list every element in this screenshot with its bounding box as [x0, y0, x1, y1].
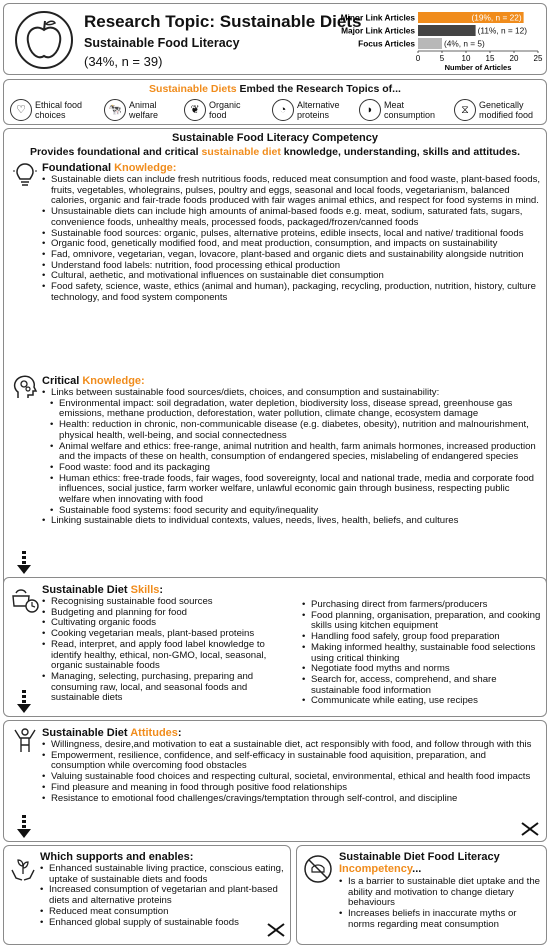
list-item: • Understand food labels: nutrition, food processing ethical production: [42, 261, 542, 272]
topic-gm: [454, 96, 546, 124]
chart-bar: [418, 38, 442, 49]
apple-icon: [14, 10, 74, 70]
bean-icon: ◔: [272, 99, 294, 121]
chart-x-tick-label: 5: [439, 54, 445, 63]
critical-list: [42, 388, 542, 527]
chart-x-tick-label: 25: [533, 54, 543, 63]
topic-label: Alternative proteins: [297, 100, 340, 120]
dna-icon: ⧖: [454, 99, 476, 121]
chart-category-label: Focus Articles: [358, 38, 415, 49]
attitudes-title-c: :: [177, 727, 182, 739]
leaf-icon: ❦: [184, 99, 206, 121]
list-item: • Recognising sustainable food sources: [42, 597, 292, 608]
list-item: • Cultivating organic foods: [42, 618, 292, 629]
lightbulb-icon: [12, 161, 38, 187]
chart-x-tick-label: 10: [461, 54, 471, 63]
topic-label: Meat consumption: [384, 100, 436, 120]
list-item: • Animal welfare and ethics: free-range, animal nutrition and health, farm animals hormones, increased production and the impacts of these on health, consumption of endangered species, mislabeling of endangered species: [50, 442, 542, 463]
incompetency-title-c: ...: [412, 863, 422, 875]
topic-label: Ethical food choices: [35, 100, 83, 120]
cross-icon: [520, 821, 540, 837]
topics-panel: [3, 79, 547, 125]
header-panel: [3, 3, 547, 75]
list-item: • Budgeting and planning for food: [42, 608, 292, 619]
list-item: • Linking sustainable diets to individual contexts, values, needs, lives, health, beliefs, and cultures: [42, 516, 542, 527]
head-gears-icon: [12, 374, 38, 400]
list-item: • Organic food, genetically modified food, and meat production, consumption, and impacts on sustainability: [42, 239, 542, 250]
competency-subtitle: [4, 146, 546, 158]
person-arms-up-icon: [12, 727, 38, 753]
skills-title-c: :: [159, 584, 164, 596]
topic-proteins: [272, 96, 354, 124]
skills-right-list: [302, 600, 542, 707]
hands-sprout-icon: [10, 856, 36, 882]
chart-x-tick-label: 20: [509, 54, 519, 63]
critical-sub-wrap: [42, 399, 542, 517]
critical-title: [42, 375, 145, 387]
incompetency-title-b: Incompetency: [339, 863, 413, 875]
list-item: • Increases beliefs in inaccurate myths or norms regarding meat consumption: [339, 909, 541, 930]
list-item: • Negotiate food myths and norms: [302, 664, 542, 675]
topic-label: Genetically modified food: [479, 100, 534, 120]
cow-icon: 🐄: [104, 99, 126, 121]
critical-sublist: [50, 399, 542, 517]
chart-data-label: (19%, n = 22): [471, 12, 522, 23]
incompetency-title: [339, 851, 539, 875]
foundational-title-b: Knowledge:: [114, 162, 177, 174]
down-arrow-icon: [17, 551, 31, 575]
list-item: • Health: reduction in chronic, non-communicable disease (e.g. diabetes, obesity), nutrition and malnourishment, physical health, well-being, and social connectedness: [50, 420, 542, 441]
list-item: • Managing, selecting, purchasing, preparing and consuming raw, local, and seasonal foods and sustainable diets: [42, 672, 292, 704]
down-arrow-icon: [17, 815, 31, 839]
no-food-icon: [303, 854, 333, 884]
list-item: • Links between sustainable food sources/diets, choices, and consumption and sustainability:: [42, 388, 542, 399]
chart-x-axis-label: Number of Articles: [444, 63, 512, 72]
topic-label: Organic food: [209, 100, 241, 120]
skills-title-a: Sustainable Diet: [42, 584, 131, 596]
list-item: • Increased consumption of vegetarian and plant-based diets and alternative proteins: [40, 885, 284, 906]
page-title: Research Topic: Sustainable Diets: [84, 12, 362, 31]
down-arrow-icon: [17, 690, 31, 714]
competency-title: Sustainable Food Literacy Competency: [172, 132, 378, 144]
chart-data-label: (11%, n = 12): [477, 25, 528, 36]
list-item: • Willingness, desire,and motivation to eat a sustainable diet, act responsibly with food, and follow through with this: [42, 740, 542, 751]
chart-category-label: Major Link Articles: [341, 25, 415, 36]
topics-title-rest: Embed the Research Topics of...: [236, 83, 401, 95]
list-item: • Is a barrier to sustainable diet uptake and the ability and motivation to change dietary behaviours: [339, 877, 541, 909]
attitudes-list: [42, 740, 542, 804]
attitudes-title: [42, 727, 182, 739]
list-item: • Search for, access, comprehend, and share sustainable food information: [302, 675, 542, 696]
list-item: • Purchasing direct from farmers/producers: [302, 600, 542, 611]
skills-title: [42, 584, 163, 596]
page-subtitle: Sustainable Food Literacy: [84, 36, 240, 50]
attitudes-title-b: Attitudes: [130, 727, 178, 739]
topic-meat: [359, 96, 441, 124]
incompetency-panel: [296, 845, 547, 945]
list-item: • Unsustainable diets can include high amounts of animal-based foods e.g. meat, sodium, saturated fats, sugars, convenience foods, unhealthy meals, processed foods, packaged/frozen/canned foods: [42, 207, 542, 228]
chart-category-label: Minor Link Articles: [340, 12, 415, 23]
list-item: • Food waste: food and its packaging: [50, 463, 542, 474]
competency-sub-c: knowledge, understanding, skills and attitudes.: [280, 146, 521, 158]
supports-panel: [3, 845, 291, 945]
competency-sub-b: sustainable diet: [201, 146, 281, 158]
supports-list: [40, 864, 284, 928]
skills-left-list: [42, 597, 292, 704]
skills-panel: [3, 577, 547, 717]
chart-x-tick-label: 15: [485, 54, 495, 63]
list-item: • Sustainable diets can include fresh nutritious foods, reduced meat consumption and food waste, plant-based foods, fruits, vegetables, wholegrains, pulses, poultry and eggs, seasonal and local foods, vegetarianism, balanced calories, organic and fair-trade foods produced with fair wages animal ethics, and respect for food systems in mind.: [42, 175, 542, 207]
topics-title: [4, 83, 546, 95]
incompetency-title-a: Sustainable Diet Food Literacy: [339, 851, 500, 863]
list-item: • Food safety, science, waste, ethics (animal and human), packaging, recycling, production, nutrition, history, culture technology, and food system components: [42, 282, 542, 303]
chart-x-tick-label: 0: [415, 54, 421, 63]
critical-title-a: Critical: [42, 375, 83, 387]
topic-ethical: [10, 96, 88, 124]
topics-title-highlight: Sustainable Diets: [149, 83, 237, 95]
steak-icon: ◗: [359, 99, 381, 121]
list-item: • Empowerment, resilience, confidence, and self-efficacy in sustainable food aquisition, preparation, and consumption while overcoming food obstacles: [42, 751, 542, 772]
list-item: • Reduced meat consumption: [40, 907, 284, 918]
foundational-title-a: Foundational: [42, 162, 115, 174]
list-item: • Fad, omnivore, vegetarian, vegan, lovacore, plant-based and organic diets and sustainability alongside nutrition: [42, 250, 542, 261]
skills-title-b: Skills: [130, 584, 160, 596]
competency-sub-a: Provides foundational and critical: [29, 146, 202, 158]
supports-title: Which supports and enables:: [40, 851, 194, 863]
list-item: • Enhanced sustainable living practice, conscious eating, uptake of sustainable diets and foods: [40, 864, 284, 885]
list-item: • Find pleasure and meaning in food through positive food relationships: [42, 783, 542, 794]
critical-title-b: Knowledge:: [82, 375, 145, 387]
hand-heart-icon: ♡: [10, 99, 32, 121]
chart-bar: [418, 25, 476, 36]
cross-icon: [266, 922, 286, 938]
cooking-pot-clock-icon: [10, 584, 40, 614]
attitudes-panel: [3, 720, 547, 842]
topic-label: Animal welfare: [129, 100, 159, 120]
list-item: • Communicate while eating, use recipes: [302, 696, 542, 707]
list-item: • Cultural, aethetic, and motivational influences on sustainable diet consumption: [42, 271, 542, 282]
list-item: • Environmental impact: soil degradation, water depletion, biodiversity loss, disease spread, greenhouse gas emissions, methane production, deforestation, water pollution, climate change, ecosystem damage: [50, 399, 542, 420]
list-item: • Making informed healthy, sustainable food selections using critical thinking: [302, 643, 542, 664]
list-item: • Sustainable food systems: food security and equity/inequality: [50, 506, 542, 517]
article-bar-chart: [316, 8, 546, 74]
attitudes-title-a: Sustainable Diet: [42, 727, 131, 739]
incompetency-list: [339, 877, 541, 931]
list-item: • Enhanced global supply of sustainable foods: [40, 918, 284, 929]
topic-animal: [104, 96, 174, 124]
list-item: • Food planning, organisation, preparation, and cooking skills using kitchen equipment: [302, 611, 542, 632]
list-item: • Sustainable food sources: organic, pulses, alternative proteins, edible insects, local and native/ traditional foods: [42, 229, 542, 240]
list-item: • Human ethics: free-trade foods, fair wages, food sovereignty, local and national trade, media and corporate food influences, social justice, farm worker welfare, unlawful economic gain through business, respecting public welfare when innovating with food: [50, 474, 542, 506]
share-text: (34%, n = 39): [84, 54, 163, 69]
list-item: • Resistance to emotional food challenges/cravings/temptation through self-control, and discipline: [42, 794, 542, 805]
foundational-list: [42, 175, 542, 303]
list-item: • Cooking vegetarian meals, plant-based proteins: [42, 629, 292, 640]
topic-organic: [184, 96, 256, 124]
list-item: • Read, interpret, and apply food label knowledge to identify healthy, ethical, non-GMO, local, seasonal, organic sustainable foods: [42, 640, 292, 672]
chart-data-label: (4%, n = 5): [444, 38, 485, 49]
list-item: • Handling food safely, group food preparation: [302, 632, 542, 643]
foundational-title: [42, 162, 176, 174]
list-item: • Valuing sustainable food choices and respecting cultural, societal, environmental, ethical and health food impacts: [42, 772, 542, 783]
